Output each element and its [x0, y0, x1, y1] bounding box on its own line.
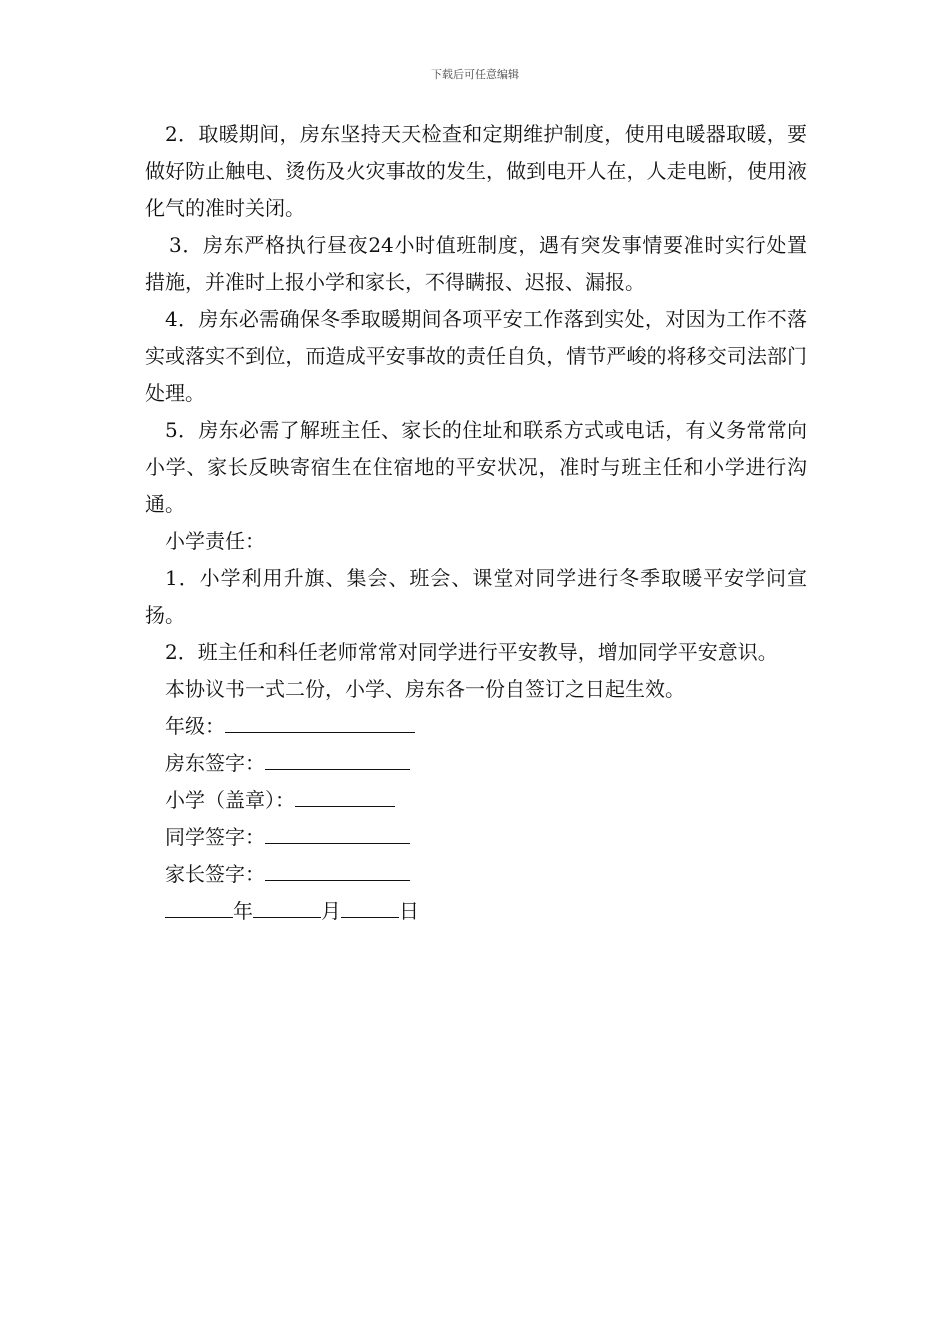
student-signature-blank [265, 819, 410, 844]
parent-signature-field [145, 856, 807, 893]
school-item-2: 2．班主任和科任老师常常对同学进行平安教导，增加同学平安意识。 [165, 640, 778, 664]
parent-signature-label: 家长签字： [165, 862, 265, 886]
parent-signature-blank [265, 856, 410, 881]
clause-2: 2．取暖期间，房东坚持天天检查和定期维护制度，使用电暖器取暖，要做好防止触电、烫伤及火灾事故的发生，做到电开人在，人走电断，使用液化气的准时关闭。 [145, 122, 807, 220]
clause-3: 3．房东严格执行昼夜24小时值班制度，遇有突发事情要准时实行处置措施，并准时上报小学和家长，不得瞒报、迟报、漏报。 [145, 233, 807, 294]
year-label: 年 [233, 899, 253, 923]
school-item-1: 1．小学利用升旗、集会、班会、课堂对同学进行冬季取暖平安学问宣扬。 [145, 566, 807, 627]
school-seal-field [145, 782, 807, 819]
grade-blank [225, 708, 415, 733]
agreement-note: 本协议书一式二份，小学、房东各一份自签订之日起生效。 [165, 677, 685, 701]
grade-field [145, 708, 807, 745]
landlord-signature-label: 房东签字： [165, 751, 265, 775]
month-label: 月 [321, 899, 341, 923]
clause-5: 5．房东必需了解班主任、家长的住址和联系方式或电话，有义务常常向小学、家长反映寄宿生在住宿地的平安状况，准时与班主任和小学进行沟通。 [145, 418, 807, 516]
year-blank [165, 893, 233, 918]
day-blank [341, 893, 399, 918]
page-header-note: 下载后可任意编辑 [431, 68, 519, 81]
landlord-signature-blank [265, 745, 410, 770]
month-blank [253, 893, 321, 918]
student-signature-field [145, 819, 807, 856]
school-seal-label: 小学（盖章）： [165, 788, 295, 812]
school-responsibility-heading: 小学责任： [165, 529, 265, 553]
document-body [145, 116, 807, 930]
date-line [145, 893, 807, 930]
student-signature-label: 同学签字： [165, 825, 265, 849]
day-label: 日 [399, 899, 419, 923]
grade-label: 年级： [165, 714, 225, 738]
clause-4: 4．房东必需确保冬季取暖期间各项平安工作落到实处，对因为工作不落实或落实不到位，而造成平安事故的责任自负，情节严峻的将移交司法部门处理。 [145, 307, 807, 405]
school-seal-blank [295, 782, 395, 807]
landlord-signature-field [145, 745, 807, 782]
